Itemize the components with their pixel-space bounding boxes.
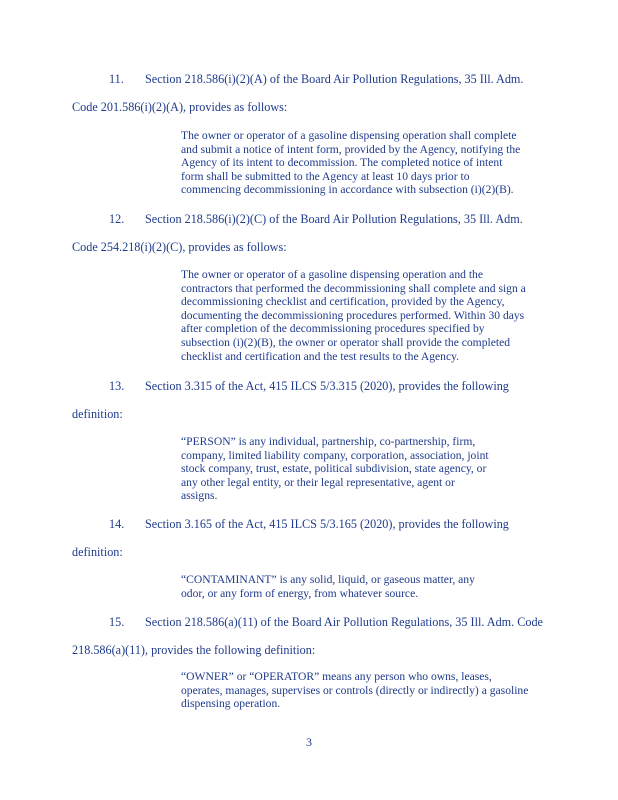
paragraph-11	[72, 72, 572, 114]
paragraph-13	[72, 379, 572, 421]
paragraph-15	[72, 615, 572, 657]
quote-line: “PERSON” is any individual, partnership, co-partnership, firm,	[181, 435, 476, 448]
page-number: 3	[306, 735, 312, 749]
quote-line: any other legal entity, or their legal representative, agent or	[181, 475, 455, 489]
paragraph-continuation: 218.586(a)(11), provides the following definition:	[72, 643, 316, 657]
quote-line: Agency of its intent to decommission. The completed notice of intent	[181, 156, 503, 170]
paragraph-lead-text: Section 3.315 of the Act, 415 ILCS 5/3.315 (2020), provides the following	[145, 379, 509, 393]
block-quote-13	[181, 435, 591, 503]
paragraph-first-line	[72, 72, 572, 100]
paragraph-12	[72, 212, 572, 254]
quote-line: company, limited liability company, corporation, association, joint	[181, 448, 489, 462]
quote-line: decommissioning checklist and certification, provided by the Agency,	[181, 295, 505, 309]
paragraph-first-line	[72, 379, 572, 407]
paragraph-continuation: definition:	[72, 407, 123, 421]
quote-line: odor, or any form of energy, from whatever source.	[181, 586, 419, 600]
paragraph-first-line	[72, 517, 572, 545]
quote-line: documenting the decommissioning procedures performed. Within 30 days	[181, 308, 525, 322]
paragraph-14	[72, 517, 572, 559]
paragraph-number: 12.	[109, 212, 125, 226]
quote-line: stock company, trust, estate, political subdivision, state agency, or	[181, 462, 487, 476]
paragraph-lead-text: Section 218.586(a)(11) of the Board Air Pollution Regulations, 35 Ill. Adm. Code	[145, 615, 543, 629]
quote-line: and submit a notice of intent form, provided by the Agency, notifying the	[181, 142, 521, 156]
paragraph-lead-text: Section 218.586(i)(2)(C) of the Board Air Pollution Regulations, 35 Ill. Adm.	[145, 212, 523, 226]
block-quote-15	[181, 670, 591, 711]
quote-line: The owner or operator of a gasoline dispensing operation shall complete	[181, 129, 517, 142]
block-quote-11	[181, 129, 591, 197]
paragraph-lead-text: Section 3.165 of the Act, 415 ILCS 5/3.165 (2020), provides the following	[145, 517, 509, 531]
quote-line: subsection (i)(2)(B), the owner or operator shall provide the completed	[181, 335, 511, 349]
paragraph-continuation: Code 254.218(i)(2)(C), provides as follows:	[72, 240, 287, 254]
quote-line: “CONTAMINANT” is any solid, liquid, or gaseous matter, any	[181, 573, 475, 586]
quote-line: dispensing operation.	[181, 697, 281, 711]
paragraph-number: 13.	[109, 379, 125, 393]
quote-line: form shall be submitted to the Agency at least 10 days prior to	[181, 169, 470, 183]
paragraph-number: 11.	[109, 72, 124, 86]
paragraph-lead-text: Section 218.586(i)(2)(A) of the Board Air Pollution Regulations, 35 Ill. Adm.	[145, 72, 524, 86]
paragraph-continuation: Code 201.586(i)(2)(A), provides as follows:	[72, 100, 288, 114]
block-quote-14	[181, 573, 591, 600]
paragraph-first-line	[72, 615, 572, 643]
block-quote-12	[181, 268, 591, 363]
quote-line: assigns.	[181, 489, 218, 503]
paragraph-number: 15.	[109, 615, 125, 629]
paragraph-first-line	[72, 212, 572, 240]
quote-line: operates, manages, supervises or controls (directly or indirectly) a gasoline	[181, 683, 529, 697]
paragraph-continuation: definition:	[72, 545, 123, 559]
quote-line: The owner or operator of a gasoline dispensing operation and the	[181, 268, 483, 281]
paragraph-number: 14.	[109, 517, 125, 531]
quote-line: commencing decommissioning in accordance with subsection (i)(2)(B).	[181, 183, 514, 197]
quote-line: after completion of the decommissioning procedures specified by	[181, 322, 485, 336]
quote-line: “OWNER” or “OPERATOR” means any person who owns, leases,	[181, 670, 492, 683]
quote-line: contractors that performed the decommissioning shall complete and sign a	[181, 281, 526, 295]
quote-line: checklist and certification and the test results to the Agency.	[181, 349, 460, 363]
